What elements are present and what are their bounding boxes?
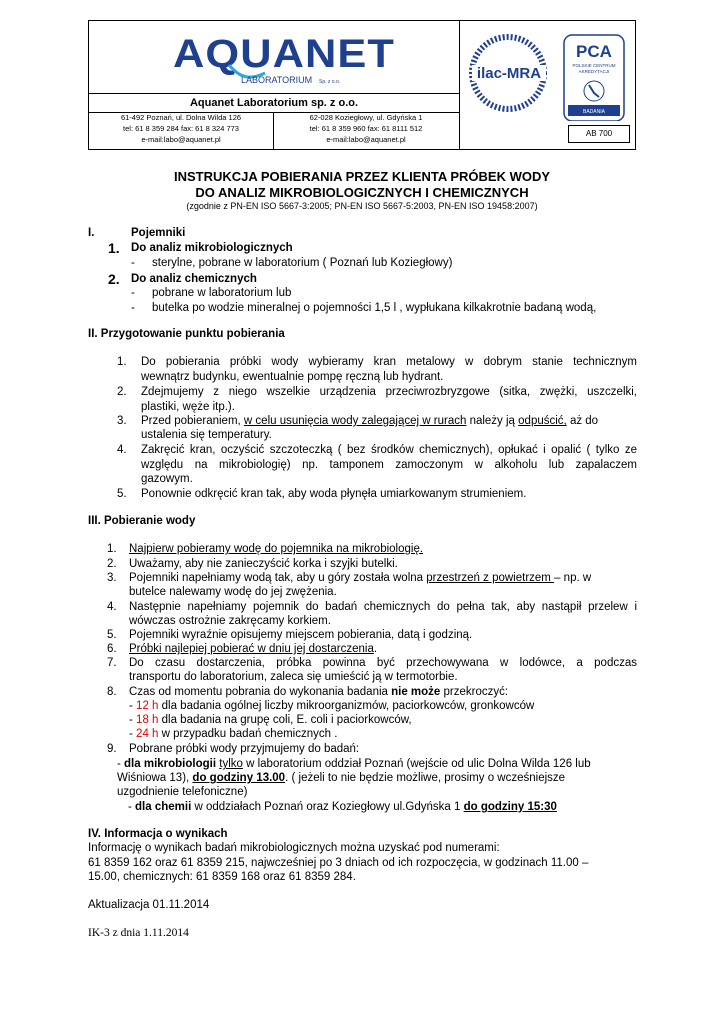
s4-line3: 15.00, chemicznych: 61 8359 168 oraz 61 8359 284. [88, 871, 356, 883]
pca-text: PCA [576, 42, 612, 61]
pca-sub-text: AKREDYTACJI [578, 69, 610, 74]
s3-time-text: w przypadku badań chemicznych . [158, 728, 338, 740]
s1-n1: 1. [108, 240, 120, 256]
s2-item4-line: Zakręcić kran, oczyścić szczoteczką ( bez środków chemicznych), opłukać i opalić ( tylko ze [141, 444, 637, 456]
s3-item3-text: – np. w [554, 572, 592, 584]
s3-time-dash: - [129, 728, 133, 740]
s3-item6-text: Próbki najlepiej pobierać w dniu jej dostarczenia [129, 643, 374, 655]
s2-num: 4. [117, 444, 127, 456]
s3-micro-line1 [117, 757, 591, 772]
addr-left-line: e-mail:labo@aquanet.pl [141, 135, 221, 144]
s2-num: 1. [117, 356, 127, 368]
s2-item3-underlined: w celu usunięcia wody zalegającej w rurach [243, 415, 467, 427]
header-left [89, 21, 460, 149]
s3-time-text: dla badania na grupę coli, E. coli i paciorkowców, [158, 714, 412, 726]
s3-time-12 [129, 699, 534, 714]
s3-micro-line3: uzgodnienie telefoniczne) [117, 786, 248, 798]
ilac-text: ilac-MRA [476, 65, 542, 82]
company-name: Aquanet Laboratorium sp. z o.o. [89, 93, 459, 113]
s3-title: III. Pobieranie wody [88, 515, 196, 527]
s1-h2-item: butelka po wodzie mineralnej o pojemności 1,5 l , wypłukana kilkakrotnie badaną wodą, [152, 302, 597, 314]
s3-time-24 [129, 727, 337, 742]
s2-item3-line2: ustalenia się temperatury. [141, 429, 272, 441]
s2-item3-text: aż do [566, 415, 599, 427]
s3-item3-line2: butelce nalewamy wodę do jej zwężenia. [129, 586, 337, 598]
s3-item3-text: Pojemniki napełniamy wodą tak, aby u góry została wolna [129, 572, 427, 584]
s3-item6 [129, 642, 377, 657]
title-line1: INSTRUKCJA POBIERANIA PRZEZ KLIENTA PRÓBEK WODY [173, 169, 551, 184]
s3-num: 5. [107, 629, 117, 641]
s4-title: IV. Informacja o wynikach [88, 828, 228, 840]
s3-item8-bold: nie może [391, 686, 441, 698]
s2-item4-line: względu na mikrobiologię) np. tamponem zamoczonym w alkoholu lub zapalaczem [141, 459, 637, 471]
s3-chem-text: w oddziałach Poznań oraz Koziegłowy ul.Gdyńska 1 [191, 801, 464, 813]
address-kozieglowy [274, 112, 458, 149]
accreditation-number: AB 700 [568, 125, 630, 143]
addr-right-line: tel: 61 8 359 960 fax: 61 8111 512 [309, 124, 423, 133]
s2-num: 2. [117, 386, 127, 398]
s2-item5: Ponownie odkręcić kran tak, aby woda płynęła umiarkowanym strumieniem. [141, 488, 527, 500]
logo-sub-small: Sp. z o.o. [319, 79, 341, 85]
title-line2: DO ANALIZ MIKROBIOLOGICZNYCH I CHEMICZNYCH [195, 185, 529, 200]
s3-time-18 [129, 713, 412, 728]
update-date: Aktualizacja 01.11.2014 [88, 899, 210, 911]
s3-item8-text: Czas od momentu pobrania do wykonania badania [129, 686, 392, 698]
title-standards: (zgodnie z PN-EN ISO 5667-3:2005; PN-EN ISO 5667-5:2003, PN-EN ISO 19458:2007) [186, 201, 538, 211]
s3-item3 [129, 571, 591, 586]
pca-sub-text: POLSKIE CENTRUM [572, 63, 616, 68]
addr-right-line: e-mail:labo@aquanet.pl [326, 135, 406, 144]
accreditation-logos-icon [460, 21, 636, 121]
s2-item2-line: plastiki, węże itp.). [141, 401, 235, 413]
s3-micro-text: Wiśniowa 13), [117, 772, 193, 784]
s3-item1: Najpierw pobieramy wodę do pojemnika na mikrobiologię. [129, 543, 424, 555]
aquanet-logo-icon [89, 21, 459, 93]
s3-item8 [129, 685, 508, 700]
s3-num: 8. [107, 686, 117, 698]
s3-micro-line2 [117, 771, 565, 786]
s3-num: 1. [107, 543, 117, 555]
s1-dash: - [131, 302, 135, 314]
accreditation-area [460, 21, 636, 149]
s3-time-value: 12 h [136, 700, 159, 712]
pca-logo [564, 35, 624, 121]
pca-badania-text: BADANIA [583, 109, 605, 115]
s3-item9: Pobrane próbki wody przyjmujemy do badań: [129, 743, 360, 755]
s1-number: I. [88, 227, 95, 239]
s3-num: 9. [107, 743, 117, 755]
s3-num: 2. [107, 558, 117, 570]
s3-num: 7. [107, 657, 117, 669]
s3-item7-line: transportu do laboratorium, zaleca się umieścić ją w termotorbie. [129, 671, 458, 683]
s3-time-value: 24 h [136, 728, 159, 740]
aquanet-logo [89, 21, 459, 93]
s1-dash: - [131, 287, 135, 299]
s3-time-dash: - [129, 714, 133, 726]
s1-title: Pojemniki [131, 227, 186, 239]
s3-num: 4. [107, 601, 117, 613]
addr-left-line: 61-492 Poznań, ul. Dolna Wilda 126 [120, 113, 242, 122]
s2-item3-underlined: odpuścić, [518, 415, 567, 427]
s3-micro-bold: dla mikrobiologii [124, 758, 217, 770]
s3-time-text: dla badania ogólnej liczby mikroorganizmów, paciorkowców, gronkowców [158, 700, 535, 712]
address-poznan [89, 112, 274, 149]
s1-h1-item: sterylne, pobrane w laboratorium ( Poznań lub Koziegłowy) [152, 257, 453, 269]
s3-num: 6. [107, 643, 117, 655]
s1-h2: Do analiz chemicznych [131, 273, 257, 285]
s2-item3 [141, 414, 598, 429]
ilac-mra-logo [472, 37, 546, 109]
s3-num: 3. [107, 572, 117, 584]
s3-item3-underlined: przestrzeń z powietrzem [426, 572, 555, 584]
addr-left-line: tel: 61 8 359 284 fax: 61 8 324 773 [123, 124, 239, 133]
s3-chem-dash: - [128, 801, 136, 813]
s2-item4-line: gazowym. [141, 473, 193, 485]
s3-chem-line [128, 800, 557, 815]
s2-item2-line: Zdejmujemy z niego wszelkie urządzenia przeciwrozbryzgowe (sitka, zwężki, uszczelki, [141, 386, 637, 398]
s3-chem-bold: dla chemii [135, 801, 192, 813]
header-box [88, 20, 636, 150]
s3-micro-deadline: do godziny 13.00 [192, 772, 286, 784]
s3-item8-text: przekroczyć: [440, 686, 509, 698]
s2-num: 5. [117, 488, 127, 500]
s2-item1-line: Do pobierania próbki wody wybieramy kran metalowy w dobrym stanie technicznym [141, 356, 637, 368]
s2-item3-text: Przed pobieraniem, [141, 415, 244, 427]
s3-item6-end: . [373, 643, 378, 655]
s4-line1: Informację o wynikach badań mikrobiologicznych można uzyskać pod numerami: [88, 842, 500, 854]
document-footer: IK-3 z dnia 1.11.2014 [88, 927, 189, 939]
s1-dash: - [131, 257, 135, 269]
s3-item4-line: wówczas ostrożnie zakręcamy korkiem. [129, 615, 331, 627]
s3-item2: Uważamy, aby nie zanieczyścić korka i szyjki butelki. [129, 558, 398, 570]
s3-micro-underlined: tylko [219, 758, 243, 770]
s2-item1-line: wewnątrz budynku, ewentualnie pompę ręczną lub hydrant. [141, 371, 444, 383]
s1-h1: Do analiz mikrobiologicznych [131, 242, 293, 254]
logo-wordmark: AQUANET [173, 32, 395, 76]
s3-micro-dash: - [117, 758, 125, 770]
s3-micro-text: w laboratorium oddział Poznań (wejście od ulic Dolna Wilda 126 lub [242, 758, 591, 770]
s1-n2: 2. [108, 271, 120, 287]
s2-item3-text: należy ją [466, 415, 519, 427]
s3-item7-line: Do czasu dostarczenia, próbka powinna być przechowywana w lodówce, a podczas [129, 657, 637, 669]
s3-time-value: 18 h [136, 714, 159, 726]
logo-sub: LABORATORIUM [241, 75, 313, 85]
s1-h2-item: pobrane w laboratorium lub [152, 287, 292, 299]
s3-item4-line: Następnie napełniamy pojemnik do badań chemicznych do pełna tak, aby nastąpił przelew i [129, 601, 637, 613]
s4-line2: 61 8359 162 oraz 61 8359 215, najwcześniej po 3 dniach od ich rozpoczęcia, w godzinach 11.00 – [88, 857, 589, 869]
s3-micro-text: . ( jeżeli to nie będzie możliwe, prosimy o wcześniejsze [285, 772, 566, 784]
s3-chem-deadline: do godziny 15:30 [463, 801, 557, 813]
s3-time-dash: - [129, 700, 133, 712]
addr-right-line: 62-028 Koziegłowy, ul. Gdyńska 1 [309, 113, 423, 122]
s2-num: 3. [117, 415, 127, 427]
s2-title: II. Przygotowanie punktu pobierania [88, 328, 285, 340]
s3-item5: Pojemniki wyraźnie opisujemy miejscem pobierania, datą i godziną. [129, 629, 473, 641]
